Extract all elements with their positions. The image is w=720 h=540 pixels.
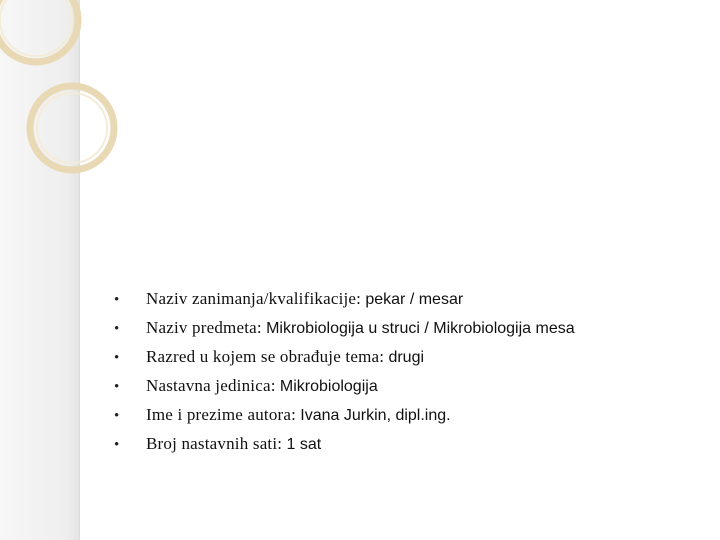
bullet-label: Ime i prezime autora:: [146, 405, 297, 424]
info-bullet-list: [114, 289, 575, 463]
bullet-label: Razred u kojem se obrađuje tema:: [146, 347, 385, 366]
bullet-subject: [114, 318, 575, 347]
bullet-icon: •: [114, 292, 120, 308]
bullet-icon: •: [114, 321, 120, 337]
middle-ring-outer: [30, 86, 114, 170]
decorative-rings: [0, 0, 140, 220]
bullet-label: Broj nastavnih sati:: [146, 434, 283, 453]
bullet-label: Naziv zanimanja/kvalifikacije:: [146, 289, 362, 308]
bullet-occupation: [114, 289, 575, 318]
bullet-hours: [114, 434, 575, 463]
bullet-author: [114, 405, 575, 434]
middle-ring-inner: [37, 93, 107, 163]
bullet-icon: •: [114, 379, 120, 395]
bullet-icon: •: [114, 408, 120, 424]
bullet-icon: •: [114, 350, 120, 366]
bullet-value: Mikrobiologija u struci / Mikrobiologija mesa: [266, 320, 575, 337]
top-ring-outer: [0, 0, 78, 62]
bullet-label: Nastavna jedinica:: [146, 376, 276, 395]
bullet-value: pekar / mesar: [365, 291, 464, 308]
bullet-lesson-unit: [114, 376, 575, 405]
bullet-value: Mikrobiologija: [279, 378, 378, 395]
top-ring-inner: [0, 0, 72, 56]
bullet-value: Ivana Jurkin, dipl.ing.: [300, 407, 451, 424]
bullet-value: 1 sat: [286, 436, 322, 453]
bullet-icon: •: [114, 437, 120, 453]
bullet-value: drugi: [388, 349, 425, 366]
bullet-label: Naziv predmeta:: [146, 318, 262, 337]
bullet-grade: [114, 347, 575, 376]
